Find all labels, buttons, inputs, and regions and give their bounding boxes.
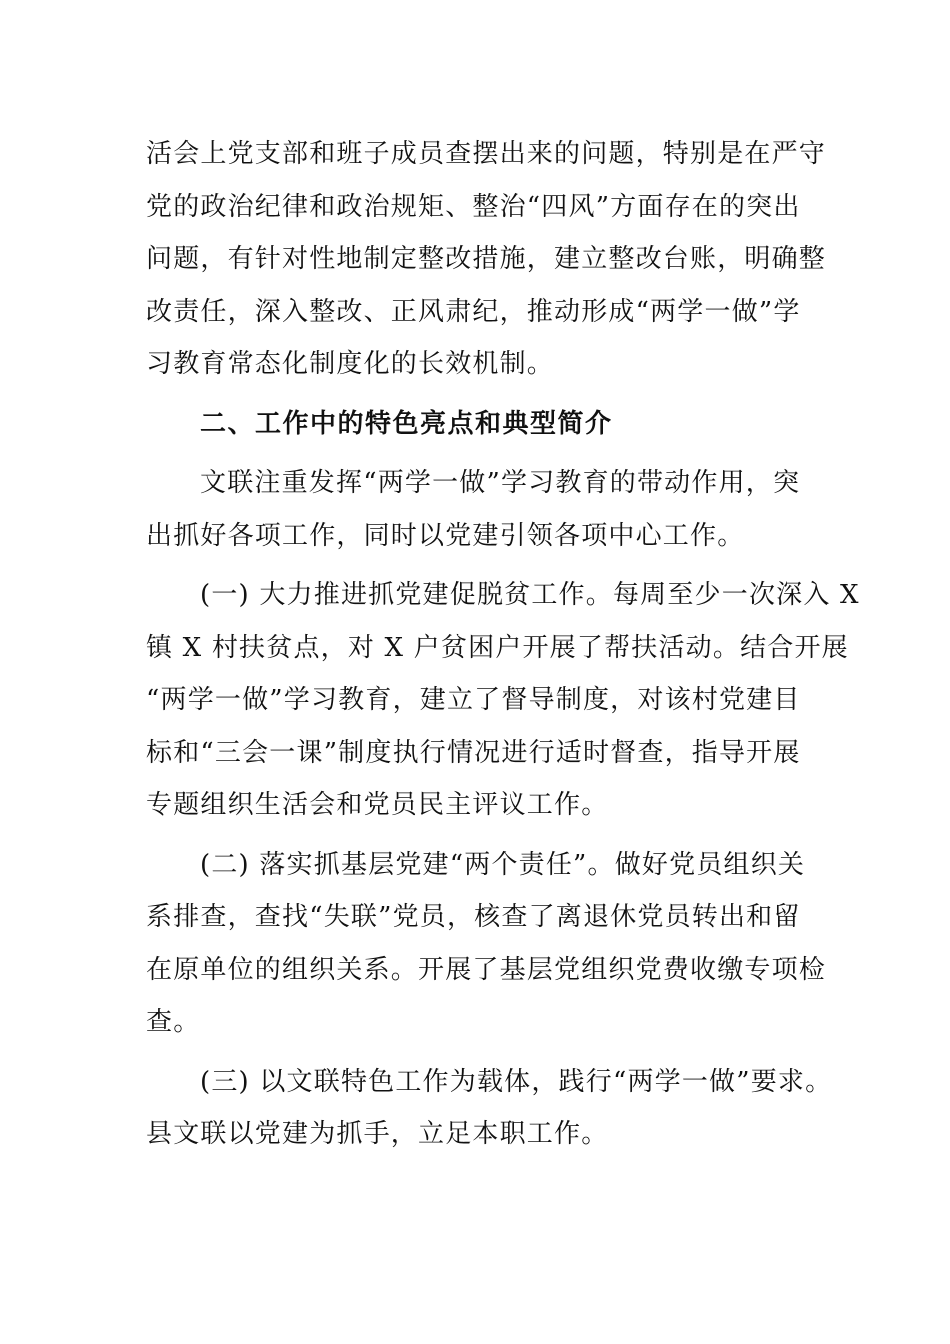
section-heading-block <box>146 398 810 451</box>
text-line: 系排查，查找“失联”党员，核查了离退休党员转出和留 <box>146 902 801 932</box>
paragraph-gap <box>146 832 810 839</box>
section-heading: 二、工作中的特色亮点和典型简介 <box>200 408 613 439</box>
paragraph-continuation <box>146 128 827 391</box>
text-line: 出抓好各项工作，同时以党建引领各项中心工作。 <box>146 520 745 551</box>
text-line: 改责任，深入整改、正风肃纪，推动形成“两学一做”学 <box>146 296 801 327</box>
text-line: (二) 落实抓基层党建“两个责任”。做好党员组织关 <box>200 849 806 880</box>
text-line: 专题组织生活会和党员民主评议工作。 <box>146 790 609 820</box>
text-line: (一) 大力推进抓党建促脱贫工作。每周至少一次深入 X <box>200 580 860 610</box>
paragraph-intro <box>146 457 810 562</box>
text-line: 党的政治纪律和政治规矩、整治“四风”方面存在的突出 <box>146 191 801 222</box>
paragraph-gap <box>146 450 810 457</box>
text-line: 查。 <box>146 1007 201 1037</box>
paragraph-item-3 <box>146 1056 833 1161</box>
text-line: 镇 X 村扶贫点，对 X 户贫困户开展了帮扶活动。结合开展 <box>146 632 849 663</box>
text-line: 在原单位的组织关系。开展了基层党组织党费收缴专项检 <box>146 954 827 985</box>
text-line: 文联注重发挥“两学一做”学习教育的带动作用，突 <box>200 468 801 498</box>
text-line: 习教育常态化制度化的长效机制。 <box>146 349 555 379</box>
text-line: 县文联以党建为抓手，立足本职工作。 <box>146 1119 609 1149</box>
text-line: (三) 以文联特色工作为载体，践行“两学一做”要求。 <box>200 1066 833 1097</box>
document-body <box>146 128 860 1161</box>
text-line: 标和“三会一课”制度执行情况进行适时督查，指导开展 <box>146 737 801 768</box>
paragraph-gap <box>146 1049 810 1056</box>
paragraph-item-1 <box>146 569 860 832</box>
paragraph-gap <box>146 391 810 398</box>
paragraph-item-2 <box>146 839 827 1049</box>
text-line: “两学一做”学习教育，建立了督导制度，对该村党建目 <box>146 685 801 715</box>
text-line: 活会上党支部和班子成员查摆出来的问题，特别是在严守 <box>146 139 827 169</box>
paragraph-gap <box>146 562 810 569</box>
text-line: 问题，有针对性地制定整改措施，建立整改台账，明确整 <box>146 244 827 274</box>
